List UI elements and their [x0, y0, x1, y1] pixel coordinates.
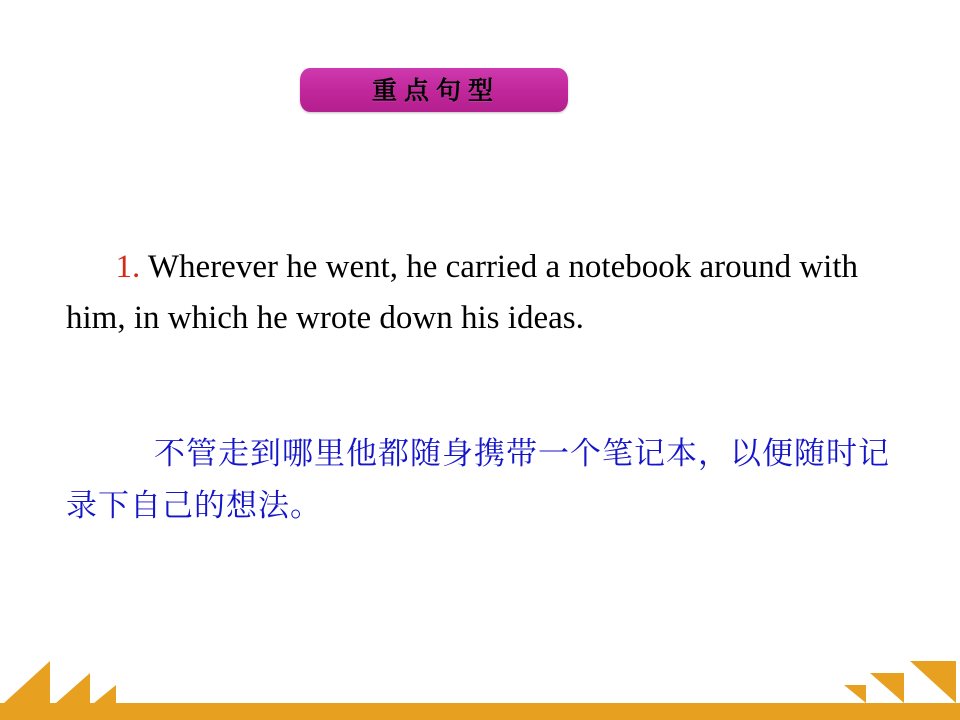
triangle-decoration-left-small — [94, 685, 116, 703]
section-title-banner — [300, 68, 568, 112]
slide-content — [66, 158, 918, 563]
english-sentence — [66, 191, 918, 395]
chinese-translation: 不管走到哪里他都随身携带一个笔记本，以便随时记录下自己的想法。 — [66, 436, 890, 524]
triangle-decoration-left-medium — [56, 673, 90, 703]
bottom-bar — [0, 706, 960, 720]
triangle-decoration-right-small — [844, 685, 866, 703]
english-sentence-text: Wherever he went, he carried a notebook around with him, in which he wrote down his ideas. — [66, 249, 867, 336]
triangle-decoration-left-large — [4, 661, 50, 703]
triangle-decoration-right-large — [910, 661, 956, 703]
item-number: 1. — [115, 249, 141, 285]
section-title-text: 重点句型 — [371, 75, 500, 105]
triangle-decoration-right-medium — [870, 673, 904, 703]
